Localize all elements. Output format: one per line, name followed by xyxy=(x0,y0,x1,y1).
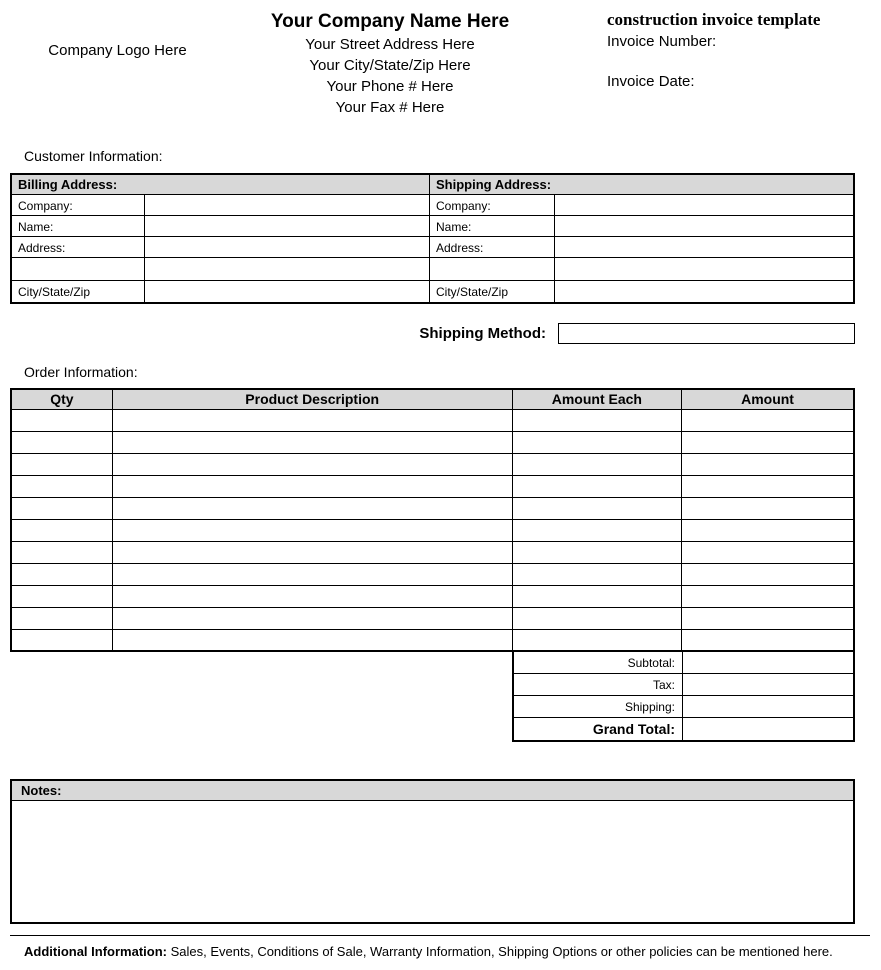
billing-address-header: Billing Address: xyxy=(12,175,430,195)
order-cell[interactable] xyxy=(682,497,854,519)
billing-address2-value[interactable] xyxy=(145,258,430,281)
order-cell[interactable] xyxy=(682,629,854,651)
order-cell[interactable] xyxy=(682,475,854,497)
shipping-name-value[interactable] xyxy=(555,216,853,237)
shipping-citystatezip-label: City/State/Zip xyxy=(430,281,555,302)
order-cell[interactable] xyxy=(112,497,512,519)
invoice-date-label: Invoice Date: xyxy=(607,73,695,90)
invoice-meta-block xyxy=(555,10,855,118)
order-table-header-row xyxy=(11,389,854,409)
order-cell[interactable] xyxy=(11,585,112,607)
order-cell[interactable] xyxy=(11,607,112,629)
shipping-address-value[interactable] xyxy=(555,237,853,258)
shipping-company-label: Company: xyxy=(430,195,555,216)
order-cell[interactable] xyxy=(112,453,512,475)
column-header-product-description: Product Description xyxy=(112,389,512,409)
order-cell[interactable] xyxy=(512,519,681,541)
phone-line: Your Phone # Here xyxy=(326,78,454,95)
order-cell[interactable] xyxy=(11,497,112,519)
order-cell[interactable] xyxy=(682,607,854,629)
order-table xyxy=(10,388,855,652)
order-row xyxy=(11,519,854,541)
order-cell[interactable] xyxy=(11,563,112,585)
order-row xyxy=(11,431,854,453)
order-row xyxy=(11,497,854,519)
order-cell[interactable] xyxy=(112,563,512,585)
additional-info-label: Additional Information: xyxy=(24,944,167,959)
order-cell[interactable] xyxy=(11,431,112,453)
order-cell[interactable] xyxy=(682,563,854,585)
billing-name-label: Name: xyxy=(12,216,145,237)
order-row xyxy=(11,409,854,431)
company-info-block xyxy=(225,10,555,118)
order-info-section-label: Order Information: xyxy=(24,364,138,380)
order-cell[interactable] xyxy=(682,453,854,475)
notes-section xyxy=(10,779,855,924)
order-row xyxy=(11,453,854,475)
column-header-amount-each: Amount Each xyxy=(512,389,681,409)
order-cell[interactable] xyxy=(512,607,681,629)
order-cell[interactable] xyxy=(682,409,854,431)
shipping-total-label: Shipping: xyxy=(514,696,682,718)
order-cell[interactable] xyxy=(682,585,854,607)
order-cell[interactable] xyxy=(11,475,112,497)
order-cell[interactable] xyxy=(512,563,681,585)
fax-line: Your Fax # Here xyxy=(335,99,445,116)
order-cell[interactable] xyxy=(112,519,512,541)
billing-company-label: Company: xyxy=(12,195,145,216)
order-cell[interactable] xyxy=(512,431,681,453)
notes-label: Notes: xyxy=(21,783,62,798)
company-logo-text: Company Logo Here xyxy=(48,42,187,59)
order-cell[interactable] xyxy=(112,607,512,629)
order-table-body xyxy=(11,409,854,651)
order-cell[interactable] xyxy=(112,475,512,497)
order-row xyxy=(11,541,854,563)
footer xyxy=(10,935,870,959)
billing-address2-label xyxy=(12,258,145,281)
order-row xyxy=(11,475,854,497)
order-cell[interactable] xyxy=(112,541,512,563)
totals-section xyxy=(512,652,855,742)
order-cell[interactable] xyxy=(11,519,112,541)
order-cell[interactable] xyxy=(512,629,681,651)
customer-info-section-label: Customer Information: xyxy=(24,148,163,164)
order-cell[interactable] xyxy=(682,431,854,453)
billing-name-value[interactable] xyxy=(145,216,430,237)
order-row xyxy=(11,607,854,629)
subtotal-value[interactable] xyxy=(682,652,853,674)
order-row xyxy=(11,585,854,607)
shipping-method-label: Shipping Method: xyxy=(419,325,546,342)
template-title: construction invoice template xyxy=(607,10,821,29)
order-cell[interactable] xyxy=(682,519,854,541)
order-cell[interactable] xyxy=(11,453,112,475)
order-cell[interactable] xyxy=(112,431,512,453)
billing-citystatezip-value[interactable] xyxy=(145,281,430,302)
shipping-name-label: Name: xyxy=(430,216,555,237)
billing-address-value[interactable] xyxy=(145,237,430,258)
company-name: Your Company Name Here xyxy=(270,11,510,32)
grand-total-label: Grand Total: xyxy=(592,721,675,737)
shipping-address-header: Shipping Address: xyxy=(430,175,853,195)
order-row xyxy=(11,629,854,651)
shipping-company-value[interactable] xyxy=(555,195,853,216)
order-cell[interactable] xyxy=(11,541,112,563)
order-cell[interactable] xyxy=(11,629,112,651)
notes-body[interactable] xyxy=(12,801,853,922)
additional-info-text: Sales, Events, Conditions of Sale, Warranty Information, Shipping Options or other policies can be mentioned here. xyxy=(170,944,833,959)
column-header-amount: Amount xyxy=(682,389,854,409)
order-cell[interactable] xyxy=(512,475,681,497)
invoice-number-label: Invoice Number: xyxy=(607,33,717,50)
tax-value[interactable] xyxy=(682,674,853,696)
shipping-method-input[interactable] xyxy=(558,323,855,344)
subtotal-label: Subtotal: xyxy=(514,652,682,674)
order-cell[interactable] xyxy=(112,629,512,651)
shipping-address2-value[interactable] xyxy=(555,258,853,281)
shipping-method-row xyxy=(10,323,855,344)
grand-total-value[interactable] xyxy=(682,718,853,740)
header xyxy=(10,10,855,118)
order-cell[interactable] xyxy=(11,409,112,431)
order-row xyxy=(11,563,854,585)
order-cell[interactable] xyxy=(112,409,512,431)
city-state-zip: Your City/State/Zip Here xyxy=(309,57,471,74)
billing-shipping-table xyxy=(10,173,855,304)
billing-citystatezip-label: City/State/Zip xyxy=(12,281,145,302)
shipping-total-value[interactable] xyxy=(682,696,853,718)
tax-label: Tax: xyxy=(514,674,682,696)
column-header-qty: Qty xyxy=(11,389,112,409)
order-cell[interactable] xyxy=(512,541,681,563)
order-cell[interactable] xyxy=(512,497,681,519)
order-cell[interactable] xyxy=(682,541,854,563)
street-address: Your Street Address Here xyxy=(305,36,475,53)
billing-company-value[interactable] xyxy=(145,195,430,216)
billing-address-label: Address: xyxy=(12,237,145,258)
order-cell[interactable] xyxy=(112,585,512,607)
shipping-citystatezip-value[interactable] xyxy=(555,281,853,302)
notes-header xyxy=(12,781,853,801)
order-cell[interactable] xyxy=(512,453,681,475)
shipping-address-label: Address: xyxy=(430,237,555,258)
shipping-address2-label xyxy=(430,258,555,281)
order-cell[interactable] xyxy=(512,409,681,431)
order-cell[interactable] xyxy=(512,585,681,607)
